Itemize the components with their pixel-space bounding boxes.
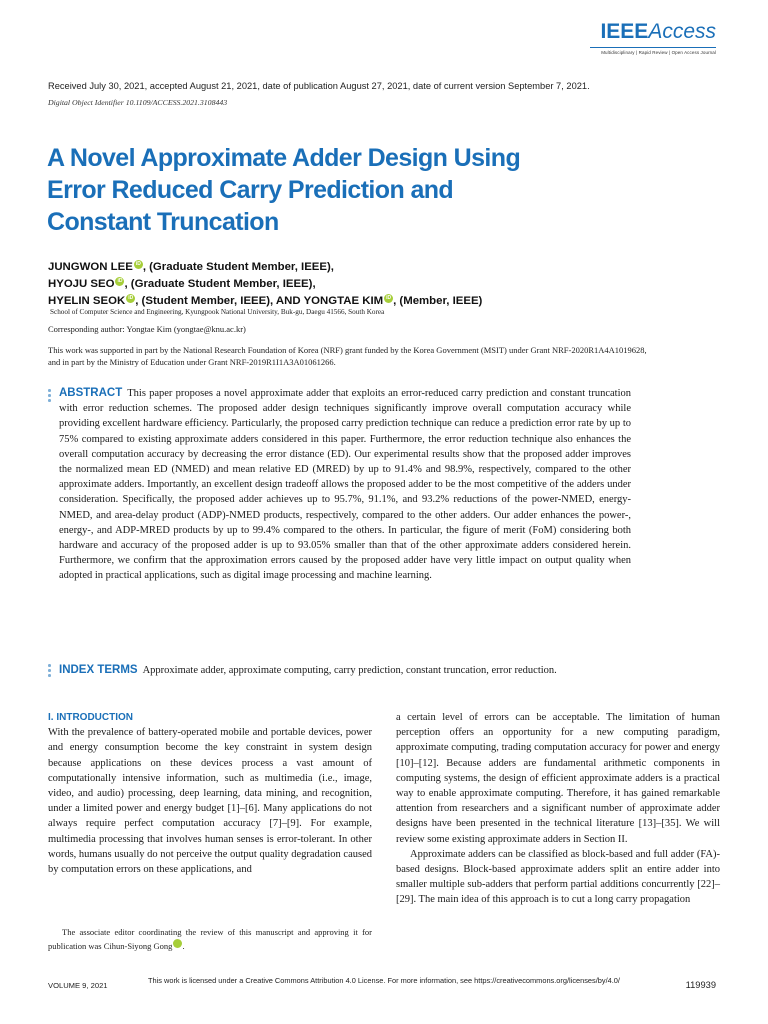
body-column-left [48,710,372,877]
index-terms-marker-icon [48,664,52,679]
orcid-icon[interactable]: iD [128,295,134,301]
journal-tagline: Multidisciplinary | Rapid Review | Open Access Journal [601,50,716,55]
received-dates: Received July 30, 2021, accepted August 21, 2021, date of publication August 27, 2021, date of current version September 7, 2021. [48,81,590,91]
corresponding-author: Corresponding author: Yongtae Kim (yongtae@knu.ac.kr) [48,324,246,334]
index-terms [59,663,631,678]
body-column-right [396,710,720,908]
orcid-icon[interactable]: iD [173,939,182,948]
funding-statement: This work was supported in part by the National Research Foundation of Korea (NRF) grant funded by the Korea Government (MSIT) under Grant NRF-2020R1A4A1019628, and in part by the Ministry of Education under Grant NRF-2019R1I1A3A01061266. [48,345,647,367]
section-heading: I. INTRODUCTION [48,712,133,723]
doi: Digital Object Identifier 10.1109/ACCESS.2021.3108443 [48,98,228,107]
footer-license: This work is licensed under a Creative Commons Attribution 4.0 License. For more information, see https://creativecommons.org/licenses/by/4.0/ [148,976,620,985]
brand-bold: IEEE [600,20,649,43]
author-list [48,259,482,310]
author-membership: , (Student Member, IEEE), AND YONGTAE KIM [135,295,384,307]
title-line: A Novel Approximate Adder Design Using [47,144,521,172]
footnote-text: The associate editor coordinating the review of this manuscript and approving it for publication was Cihun-Siyong Gong iD. [48,927,372,951]
author-name: HYELIN SEOK [48,295,126,307]
brand-italic: Access [648,20,716,43]
journal-brand [590,20,716,44]
title-line: Constant Truncation [47,208,279,236]
abstract-label: ABSTRACT [59,387,123,399]
orcid-icon[interactable]: iD [135,261,141,267]
abstract-text: This paper proposes a novel approximate adder that exploits an error-reduced carry prediction and constant truncation with error reduction schemes. The proposed adder design techniques significantly improve overall computation accuracy while providing excellent hardware efficiency. Particularly, the proposed carry prediction technique can reduce a prediction error rate by up to 75% compared to existing approximate adders considered in this paper. Furthermore, the error reduction technique also enhances the overall computation accuracy by decreasing the error distance (ED). Our experimental results show that the proposed adder improves the normalized mean ED (NMED) and mean relative ED (MRED) by up to 91.4% and 98.9%, respectively, compared to the other approximate adders. Importantly, an excellent design tradeoff allows the proposed adder to be the most competitive of the adders under consideration. Specifically, the proposed adder achieves up to 95.7%, 91.1%, and 93.2% reductions of the power-NMED, energy-NMED, and area-delay product (ADP)-NMED products, respectively, compared to the other adders. Our adder enhances the power-, energy-, and ADP-MRED products by up to 99.4% compared to the others. In particular, the figure of merit (FoM) considering both hardware and accuracy of the proposed adder is up to 93.05% smaller than that of the other approximate adders considered herein. Furthermore, we confirm that the approximation errors caused by the proposed adder have very little impact on output quality when adopted in practical applications, such as digital image processing and machine learning. [59,388,631,582]
index-terms-text: Approximate adder, approximate computing, carry prediction, constant truncation, error reduction. [142,665,557,676]
body-paragraph: With the prevalence of battery-operated mobile and portable devices, power and energy consumption become the key constraint in system design because applications on these devices process a vast amount of computationally intensive information, such as multimedia (i.e., image, video, and audio) processing, deep learning, data mining, and recognition, under a limited power and energy budget [1]–[6]. Many applications do not always require perfect computation accuracy [7]–[9]. For example, multimedia processing that involves human senses is error-tolerant. In other words, humans usually do not perceive the output quality degradation caused by computation errors on these applications, and [48,727,372,876]
author-membership: , (Graduate Student Member, IEEE), [124,278,316,290]
author-name: JUNGWON LEE [48,261,133,273]
footer-page-number: 119939 [685,980,716,990]
footnote-body: The associate editor coordinating the review of this manuscript and approving it for publication was Cihun-Siyong Gong [48,927,372,951]
footer-volume: VOLUME 9, 2021 [48,981,108,990]
editor-footnote [48,926,372,953]
logo-rule [590,47,716,48]
author-membership: , (Graduate Student Member, IEEE), [142,261,334,273]
abstract [59,386,631,584]
author-name: HYOJU SEO [48,278,115,290]
index-terms-label: INDEX TERMS [59,664,138,676]
title-line: Error Reduced Carry Prediction and [47,176,454,204]
author-line [48,259,482,276]
body-paragraph: Approximate adders can be classified as block-based and full adder (FA)-based designs. Block-based approximate adders split an entire adder into smaller multiple sub-adders that perform partial additions concurrently [22]–[29]. The main idea of this approach is to cut a long carry propagation [396,848,720,906]
body-paragraph: a certain level of errors can be acceptable. The limitation of human perception offers an opportunity for a new computing paradigm, approximate computing, trading computation accuracy for power and energy [10]–[12]. Because adders are fundamental arithmetic components in computing systems, the design of efficient approximate adders is a practical way to enable approximate computing. Therefore, it has gained remarkable attention from researchers and a significant number of approximate adder designs have been presented in the technical literature [13]–[35]. We will review some existing approximate adders in Section II. [396,712,720,845]
orcid-icon[interactable]: iD [386,295,392,301]
author-line [48,276,482,293]
author-membership: , (Member, IEEE) [393,295,483,307]
affiliation: School of Computer Science and Engineering, Kyungpook National University, Buk-gu, Daegu 41566, South Korea [50,308,385,316]
journal-logo [590,20,716,55]
abstract-marker-icon [48,389,52,404]
orcid-icon[interactable]: iD [117,278,123,284]
paper-title [47,142,607,238]
